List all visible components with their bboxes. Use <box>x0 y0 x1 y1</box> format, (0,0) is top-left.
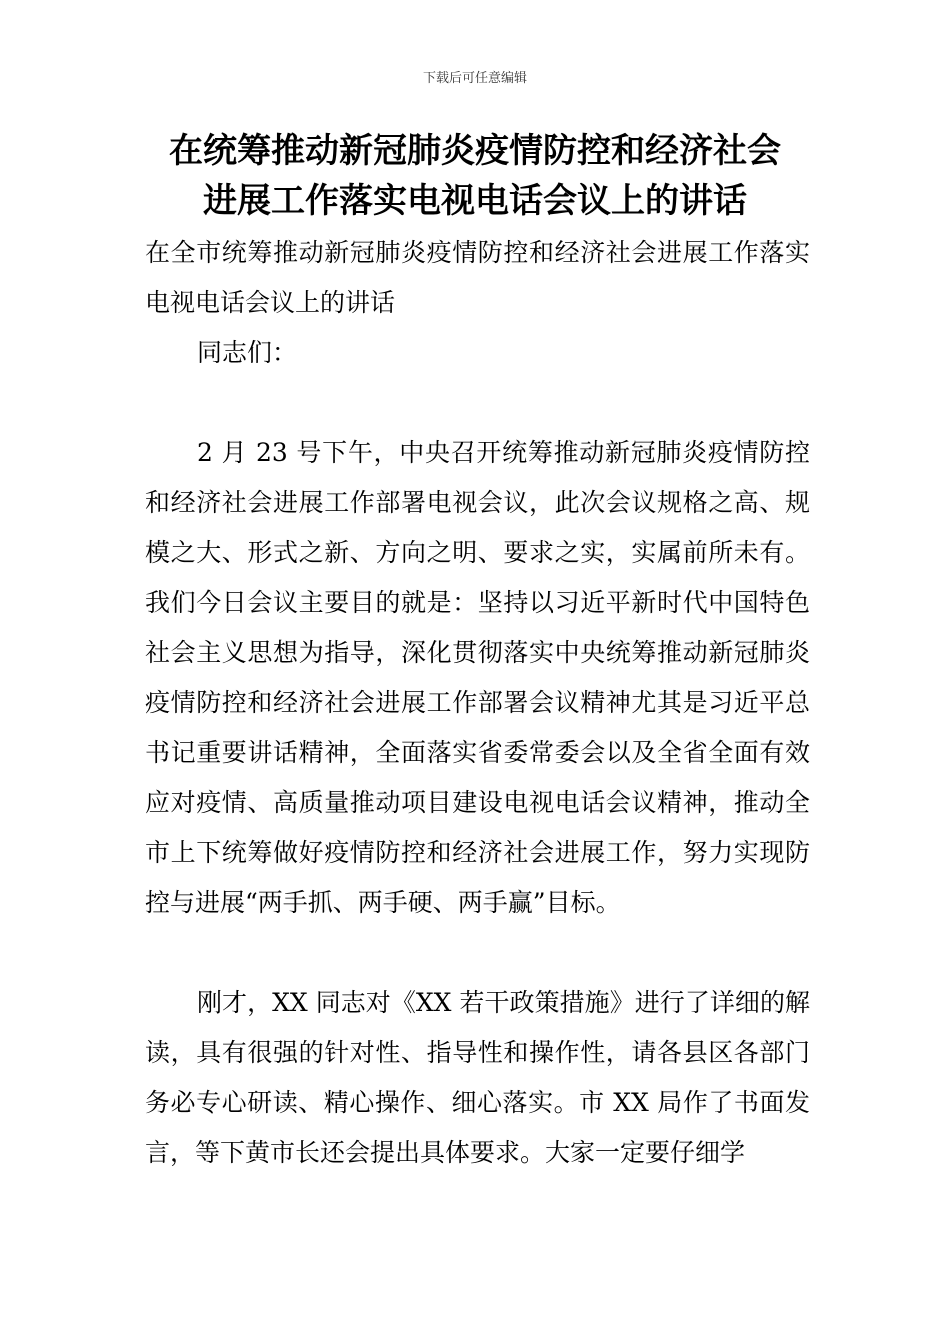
title-line-2: 进展工作落实电视电话会议上的讲话 <box>203 181 747 221</box>
paragraph-gap <box>145 928 810 978</box>
title-line-1: 在统筹推动新冠肺炎疫情防控和经济社会 <box>169 131 781 171</box>
document-subtitle: 在全市统筹推动新冠肺炎疫情防控和经济社会进展工作落实电视电话会议上的讲话 <box>145 238 810 317</box>
header-note: 下载后可任意编辑 <box>422 71 527 86</box>
greeting: 同志们： <box>197 338 298 367</box>
paragraph-2: 刚才，XX 同志对《XX 若干政策措施》进行了详细的解读，具有很强的针对性、指导性和操作性，请各县区各部门务必专心研读、精心操作、细心落实。市 XX 局作了书面发言，等下黄市长还会提出具体要求。大家一定要仔细学 <box>145 988 810 1167</box>
document-body <box>145 228 810 1178</box>
paragraph-gap <box>145 378 810 428</box>
paragraph-1: 2 月 23 号下午，中央召开统筹推动新冠肺炎疫情防控和经济社会进展工作部署电视会议，此次会议规格之高、规模之大、形式之新、方向之明、要求之实，实属前所未有。我们今日会议主要目的就是：坚持以习近平新时代中国特色社会主义思想为指导，深化贯彻落实中央统筹推动新冠肺炎疫情防控和经济社会进展工作部署会议精神尤其是习近平总书记重要讲话精神，全面落实省委常委会以及全省全面有效应对疫情、高质量推动项目建设电视电话会议精神，推动全市上下统筹做好疫情防控和经济社会进展工作，努力实现防控与进展“两手抓、两手硬、两手赢”目标。 <box>145 438 810 917</box>
document-title <box>100 126 850 226</box>
